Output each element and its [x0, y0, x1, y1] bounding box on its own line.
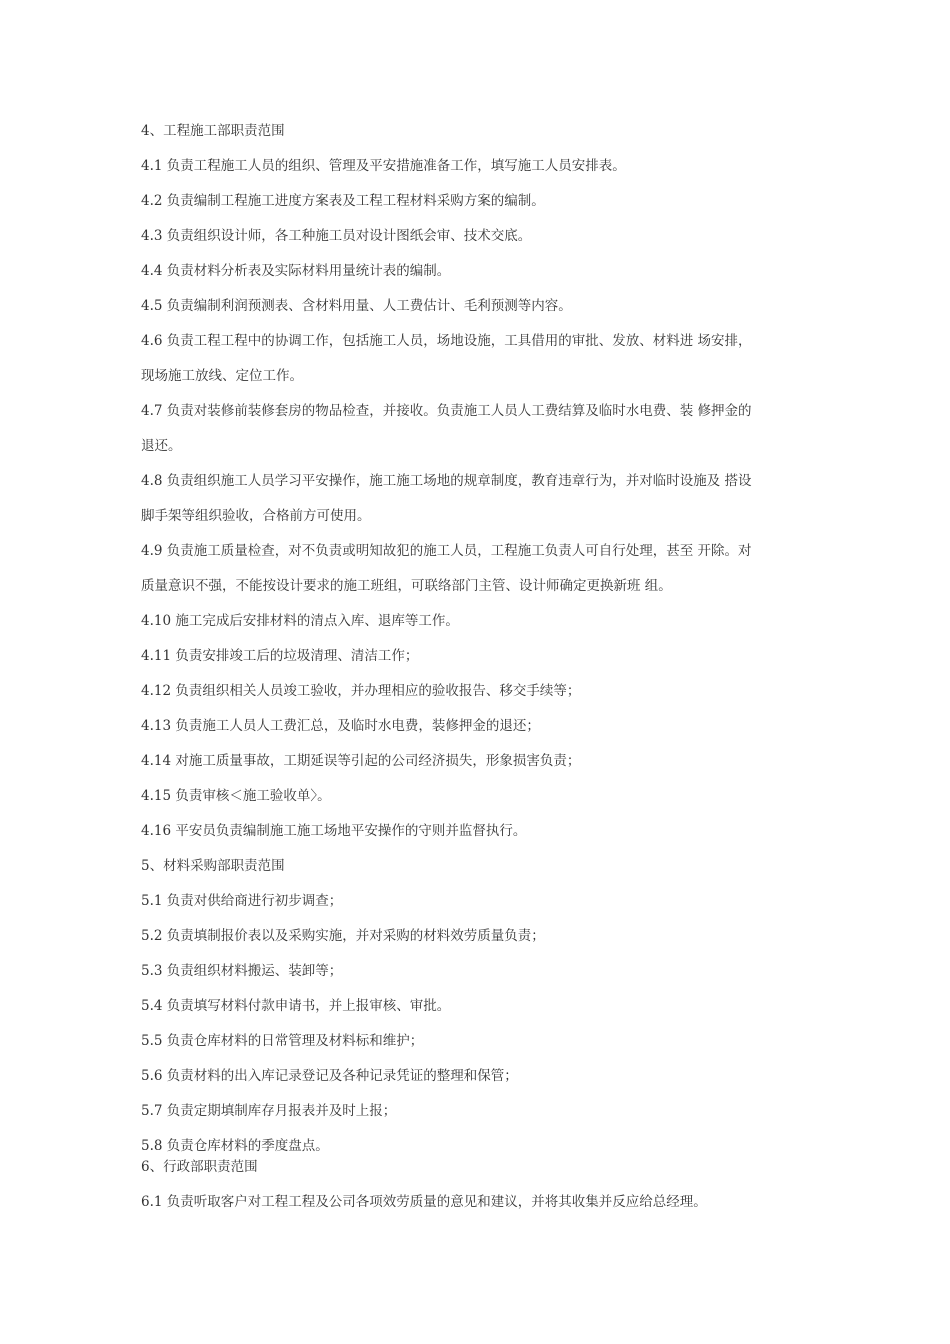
paragraph-4-14: 4.14 对施工质量事故，工期延误等引起的公司经济损失，形象损害负责； [141, 753, 581, 769]
paragraph-5-2: 5.2 负责填制报价表以及采购实施，并对采购的材料效劳质量负责； [141, 928, 545, 944]
paragraph-4-7-continued: 退还。 [141, 438, 182, 454]
paragraph-4-16: 4.16 平安员负责编制施工施工场地平安操作的守则并监督执行。 [141, 823, 527, 839]
paragraph-5-8: 5.8 负责仓库材料的季度盘点。 [141, 1138, 329, 1152]
paragraph-5-5: 5.5 负责仓库材料的日常管理及材料标和维护； [141, 1033, 424, 1049]
paragraph-5-7: 5.7 负责定期填制库存月报表并及时上报； [141, 1103, 397, 1119]
paragraph-5-6: 5.6 负责材料的出入库记录登记及各种记录凭证的整理和保管； [141, 1068, 518, 1084]
paragraph-4-3: 4.3 负责组织设计师，各工种施工员对设计图纸会审、技术交底。 [141, 228, 532, 244]
paragraph-6-1: 6.1 负责听取客户对工程工程及公司各项效劳质量的意见和建议，并将其收集并反应给总经理。 [141, 1194, 707, 1210]
paragraph-4-8-continued: 脚手架等组织验收，合格前方可使用。 [141, 508, 371, 524]
paragraph-4-11: 4.11 负责安排竣工后的垃圾清理、清洁工作； [141, 648, 419, 664]
paragraph-4-4: 4.4 负责材料分析表及实际材料用量统计表的编制。 [141, 263, 451, 279]
paragraph-4-10: 4.10 施工完成后安排材料的清点入库、退库等工作。 [141, 613, 459, 629]
paragraph-4-13: 4.13 负责施工人员人工费汇总，及临时水电费，装修押金的退还； [141, 718, 540, 734]
paragraph-4-9: 4.9 负责施工质量检查，对不负责或明知故犯的施工人员，工程施工负责人可自行处理，甚至 开除。对 [141, 543, 752, 559]
paragraph-4-9-continued: 质量意识不强，不能按设计要求的施工班组，可联络部门主管、设计师确定更换新班 组。 [141, 578, 672, 594]
paragraph-4-6: 4.6 负责工程工程中的协调工作，包括施工人员，场地设施，工具借用的审批、发放、材料进 场安排， [141, 333, 752, 349]
section-heading-6: 6、行政部职责范围 [141, 1159, 258, 1175]
document-body [141, 116, 816, 1222]
paragraph-5-1: 5.1 负责对供给商进行初步调查； [141, 893, 343, 909]
paragraph-4-6-continued: 现场施工放线、定位工作。 [141, 368, 303, 384]
paragraph-4-8: 4.8 负责组织施工人员学习平安操作，施工施工场地的规章制度，教育违章行为，并对临时设施及 搭设 [141, 473, 752, 489]
paragraph-4-2: 4.2 负责编制工程施工进度方案表及工程工程材料采购方案的编制。 [141, 193, 545, 209]
section-heading-5: 5、材料采购部职责范围 [141, 858, 285, 874]
paragraph-4-5: 4.5 负责编制利润预测表、含材料用量、人工费估计、毛利预测等内容。 [141, 298, 572, 314]
paragraph-4-12: 4.12 负责组织相关人员竣工验收，并办理相应的验收报告、移交手续等； [141, 683, 581, 699]
paragraph-5-4: 5.4 负责填写材料付款申请书，并上报审核、审批。 [141, 998, 451, 1014]
paragraph-4-1: 4.1 负责工程施工人员的组织、管理及平安措施准备工作，填写施工人员安排表。 [141, 158, 626, 174]
paragraph-4-7: 4.7 负责对装修前装修套房的物品检查，并接收。负责施工人员人工费结算及临时水电费、装 修押金的 [141, 403, 752, 419]
section-heading-4: 4、工程施工部职责范围 [141, 123, 285, 139]
paragraph-5-3: 5.3 负责组织材料搬运、装卸等； [141, 963, 343, 979]
paragraph-4-15: 4.15 负责审核＜施工验收单〉。 [141, 788, 331, 804]
